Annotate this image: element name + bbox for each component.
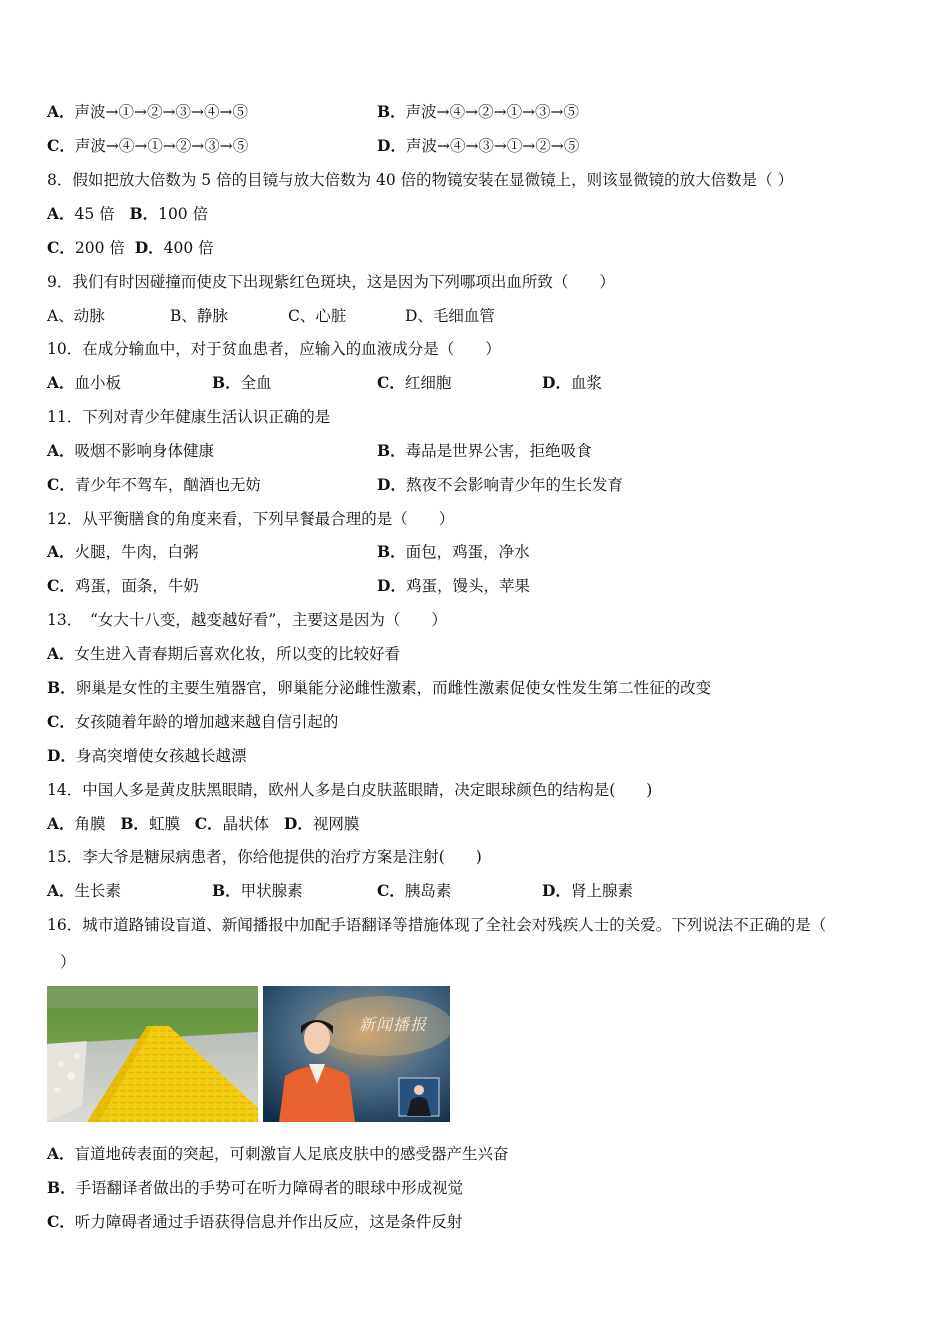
- news-caption: 新闻播报: [359, 1015, 428, 1034]
- q13-option-a: A．女生进入青春期后喜欢化妆，所以变的比较好看: [47, 644, 401, 663]
- q10-option-d: D．血浆: [542, 373, 602, 392]
- q9-options: [47, 306, 495, 326]
- q11-row-cd: [47, 475, 623, 495]
- q13-stem: 13． “女大十八变，越变越好看”，主要这是因为（ ）: [47, 611, 447, 629]
- q11-stem: 11．下列对青少年健康生活认识正确的是: [47, 408, 331, 426]
- q12-option-b: B．面包，鸡蛋，净水: [377, 542, 530, 561]
- q11-option-b: B．毒品是世界公害，拒绝吸食: [377, 441, 592, 460]
- q15-option-a: A．生长素: [47, 881, 122, 900]
- q10-option-c: C．红细胞: [377, 373, 452, 392]
- q13-option-c: C．女孩随着年龄的增加越来越自信引起的: [47, 712, 339, 731]
- q10-options: [47, 373, 602, 393]
- q10-option-a: A．血小板: [47, 373, 122, 392]
- q12-option-d: D．鸡蛋，馒头，苹果: [377, 576, 530, 595]
- q8-option-c: C．200 倍: [47, 238, 125, 257]
- q7-option-a: A．声波→①→②→③→④→⑤: [47, 102, 248, 121]
- q16-option-a: A．盲道地砖表面的突起，可刺激盲人足底皮肤中的感受器产生兴奋: [47, 1144, 509, 1163]
- q8-option-a: A．45 倍: [47, 204, 115, 223]
- q11-option-c: C．青少年不驾车，酗酒也无妨: [47, 475, 261, 494]
- q15-stem: 15．李大爷是糖尿病患者，你给他提供的治疗方案是注射( ): [47, 848, 482, 866]
- q8-stem: 8．假如把放大倍数为 5 倍的目镜与放大倍数为 40 倍的物镜安装在显微镜上，则该显微镜的放大倍数是（ ）: [47, 171, 794, 189]
- q15-options: [47, 881, 633, 901]
- q8-row-ab: [47, 204, 208, 224]
- q7-row-ab: [47, 102, 579, 122]
- q9-option-b: B、静脉: [170, 307, 228, 325]
- q11-option-d: D．熬夜不会影响青少年的生长发育: [377, 475, 623, 494]
- q9-option-d: D、毛细血管: [405, 307, 495, 325]
- q12-stem: 12．从平衡膳食的角度来看，下列早餐最合理的是（ ）: [47, 510, 455, 528]
- q15-option-c: C．胰岛素: [377, 881, 452, 900]
- q8-option-d: D．400 倍: [134, 238, 214, 257]
- q7-option-d: D．声波→④→③→①→②→⑤: [377, 136, 580, 155]
- q10-option-b: B．全血: [212, 373, 272, 392]
- q9-option-c: C、心脏: [288, 307, 347, 325]
- q14-options: [47, 814, 359, 834]
- q13-option-d: D．身高突增使女孩越长越漂: [47, 746, 247, 765]
- q16-stem-end: ）: [60, 953, 76, 971]
- q12-row-ab: [47, 542, 530, 562]
- q7-option-b: B．声波→④→②→①→③→⑤: [377, 102, 580, 121]
- q7-option-c: C．声波→④→①→②→③→⑤: [47, 136, 249, 155]
- q16-stem: 16．城市道路铺设盲道、新闻播报中加配手语翻译等措施体现了全社会对残疾人士的关爱。下列说法不正确的是（: [47, 916, 827, 934]
- q11-row-ab: [47, 441, 592, 461]
- q15-option-b: B．甲状腺素: [212, 881, 303, 900]
- q14-option-a: A．角膜: [47, 814, 106, 833]
- q7-row-cd: [47, 136, 579, 156]
- q11-option-a: A．吸烟不影响身体健康: [47, 441, 215, 460]
- q9-option-a: A、动脉: [47, 307, 105, 325]
- q10-stem: 10．在成分输血中，对于贫血患者，应输入的血液成分是（ ）: [47, 340, 501, 358]
- q9-stem: 9．我们有时因碰撞而使皮下出现紫红色斑块，这是因为下列哪项出血所致（ ）: [47, 273, 615, 291]
- q12-row-cd: [47, 576, 530, 596]
- q14-option-d: D．视网膜: [283, 814, 360, 833]
- q13-option-b: B．卵巢是女性的主要生殖器官，卵巢能分泌雌性激素，而雌性激素促使女性发生第二性征的改变: [47, 678, 712, 697]
- q12-option-c: C．鸡蛋，面条，牛奶: [47, 576, 199, 595]
- news-broadcast-photo: [263, 986, 450, 1122]
- q16-option-c: C．听力障碍者通过手语获得信息并作出反应，这是条件反射: [47, 1212, 463, 1231]
- q8-option-b: B．100 倍: [129, 204, 209, 223]
- q16-option-b: B．手语翻译者做出的手势可在听力障碍者的眼球中形成视觉: [47, 1178, 464, 1197]
- q14-option-b: B．虹膜: [120, 814, 180, 833]
- q14-stem: 14．中国人多是黄皮肤黑眼睛，欧州人多是白皮肤蓝眼睛，决定眼球颜色的结构是( ): [47, 781, 653, 799]
- q8-row-cd: [47, 238, 214, 258]
- q14-option-c: C．晶状体: [194, 814, 270, 833]
- q15-option-d: D．肾上腺素: [542, 881, 633, 900]
- tactile-paving-photo: [47, 986, 258, 1122]
- q12-option-a: A．火腿，牛肉，白粥: [47, 542, 199, 561]
